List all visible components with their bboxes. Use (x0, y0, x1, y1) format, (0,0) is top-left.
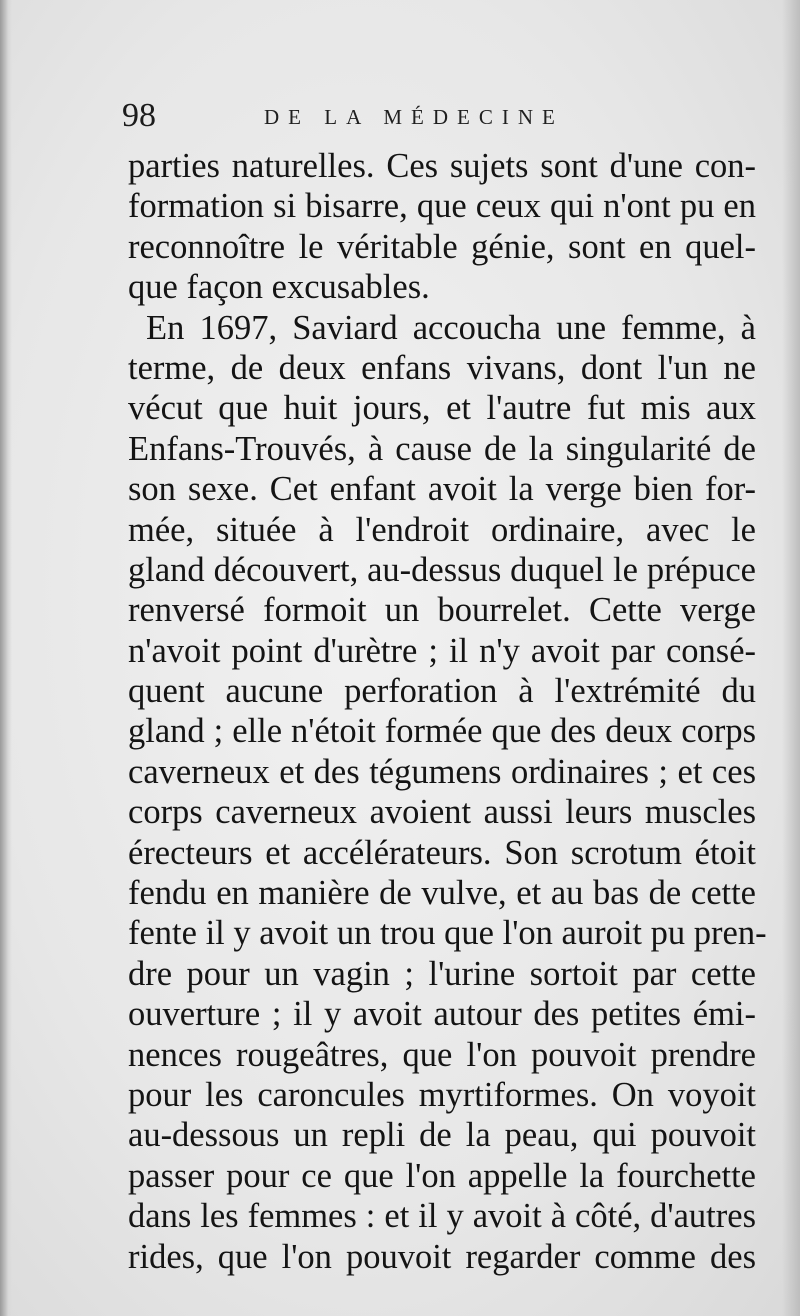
text-line: En 1697, Saviard accoucha une femme, à (146, 308, 756, 347)
text-line: gland ; elle n'étoit formée que des deux corps (128, 712, 756, 751)
text-line: que façon excusables. (128, 268, 430, 307)
text-line: terme, de deux enfans vivans, dont l'un ne (128, 348, 756, 387)
text-line: vécut que huit jours, et l'autre fut mis aux (128, 389, 756, 428)
text-line: reconnoître le véritable génie, sont en quel- (128, 227, 756, 266)
text-line: formation si bisarre, que ceux qui n'ont pu en (128, 187, 756, 226)
text-line: son sexe. Cet enfant avoit la verge bien for- (128, 470, 756, 509)
text-line: rides, que l'on pouvoit regarder comme des (128, 1237, 756, 1276)
text-line: Enfans-Trouvés, à cause de la singularité de (128, 429, 756, 468)
text-line: nences rougeâtres, que l'on pouvoit prendre (128, 1035, 756, 1074)
text-line: renversé formoit un bourrelet. Cette verge (128, 591, 756, 630)
running-head: DE LA MÉDECINE (264, 105, 564, 129)
text-line: fente il y avoit un trou que l'on auroit pu pren- (128, 914, 767, 953)
text-line: quent aucune perforation à l'extrémité du (128, 672, 756, 711)
text-line: fendu en manière de vulve, et au bas de cette (128, 874, 756, 913)
page-number: 98 (122, 97, 156, 134)
text-line: érecteurs et accélérateurs. Son scrotum étoit (128, 833, 756, 872)
text-line: ouverture ; il y avoit autour des petites émi- (128, 995, 756, 1034)
page-header (122, 96, 612, 140)
body-text (128, 146, 767, 1277)
text-line: caverneux et des tégumens ordinaires ; et ces (128, 752, 756, 791)
text-line: dans les femmes : et il y avoit à côté, d'autres (128, 1197, 756, 1236)
page-edge-shadow (782, 0, 800, 1316)
page-gutter-shadow (0, 0, 12, 1316)
text-line: n'avoit point d'urètre ; il n'y avoit par consé- (128, 631, 756, 670)
text-line: parties naturelles. Ces sujets sont d'une con- (128, 147, 756, 185)
text-line: gland découvert, au-dessus duquel le prépuce (128, 550, 756, 589)
text-line: dre pour un vagin ; l'urine sortoit par cette (128, 954, 756, 993)
text-line: passer pour ce que l'on appelle la fourchette (128, 1156, 756, 1195)
text-line: corps caverneux avoient aussi leurs muscles (128, 793, 756, 832)
text-line: pour les caroncules myrtiformes. On voyoit (128, 1075, 756, 1114)
text-line: mée, située à l'endroit ordinaire, avec le (128, 510, 756, 549)
text-line: au-dessous un repli de la peau, qui pouvoit (128, 1116, 756, 1155)
